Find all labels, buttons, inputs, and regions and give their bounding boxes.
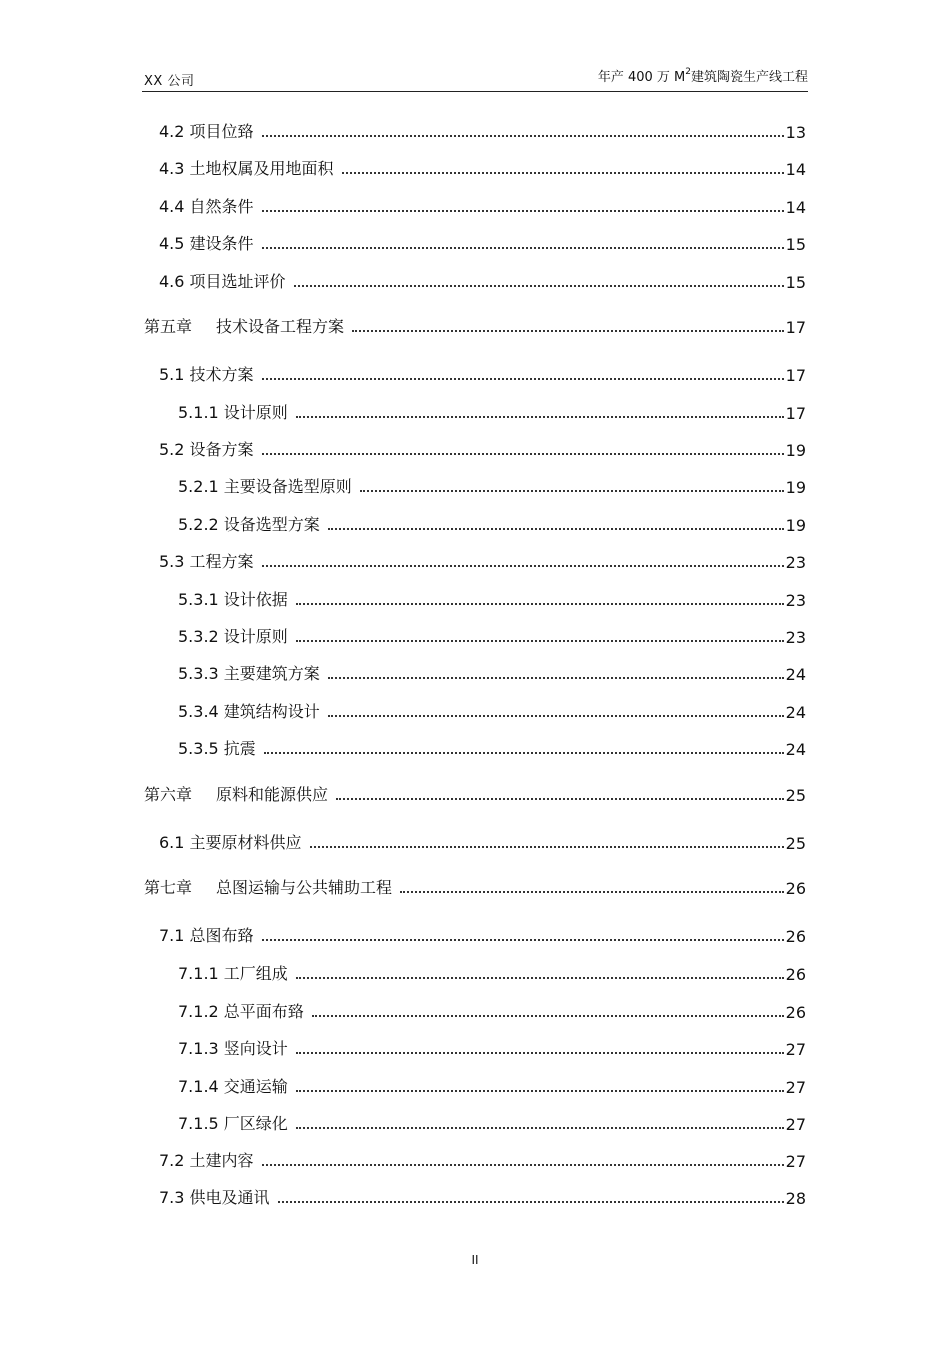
toc-page-number: 25 [785, 834, 806, 853]
toc-entry-title: 7.1.2 总平面布臵 [178, 1002, 304, 1021]
toc-entry-title: 5.3.4 建筑结构设计 [178, 702, 320, 721]
toc-page-number: 27 [785, 1115, 806, 1134]
toc-dot-leader [310, 846, 784, 848]
header-title-suffix: 建筑陶瓷生产线工程 [690, 70, 808, 85]
toc-dot-leader [296, 1127, 784, 1129]
toc-entry[interactable] [178, 473, 806, 497]
header-title-superscript: 2 [685, 66, 691, 77]
toc-entry[interactable] [159, 230, 806, 254]
toc-dot-leader [336, 798, 784, 800]
toc-dot-leader [278, 1201, 784, 1203]
toc-entry[interactable] [159, 118, 806, 142]
toc-entry[interactable] [159, 361, 806, 385]
toc-entry[interactable] [159, 155, 806, 179]
toc-page-number: 15 [785, 235, 806, 254]
toc-entry-title: 7.2 土建内容 [159, 1151, 254, 1170]
header-company: XX 公司 [144, 74, 195, 89]
toc-entry[interactable] [178, 1035, 806, 1059]
toc-dot-leader [262, 135, 784, 137]
toc-dot-leader [328, 677, 784, 679]
toc-entry-title: 5.2.1 主要设备选型原则 [178, 477, 352, 496]
toc-entry-title: 7.1.1 工厂组成 [178, 964, 288, 983]
toc-dot-leader [296, 1090, 784, 1092]
toc-page-number: 24 [785, 740, 806, 759]
toc-dot-leader [312, 1015, 784, 1017]
toc-entry-title: 7.1.4 交通运输 [178, 1077, 288, 1096]
toc-entry[interactable] [178, 698, 806, 722]
toc-page-number: 17 [785, 318, 806, 337]
toc-entry-title: 7.3 供电及通讯 [159, 1188, 270, 1207]
toc-dot-leader [262, 1164, 784, 1166]
toc-entry[interactable] [178, 399, 806, 423]
toc-entry-title: 5.1 技术方案 [159, 365, 254, 384]
toc-entry[interactable] [159, 1184, 806, 1208]
toc-chapter-number: 第七章 [144, 878, 193, 897]
toc-entry[interactable] [178, 1073, 806, 1097]
toc-entry-title: 7.1.5 厂区绿化 [178, 1114, 288, 1133]
toc-entry-title: 5.3.3 主要建筑方案 [178, 664, 320, 683]
toc-entry-title: 5.3.1 设计依据 [178, 590, 288, 609]
toc-entry[interactable] [178, 960, 806, 984]
toc-chapter-entry[interactable] [144, 781, 806, 805]
toc-page-number: 13 [785, 123, 806, 142]
toc-entry[interactable] [159, 548, 806, 572]
toc-page-number: 14 [785, 198, 806, 217]
toc-entry[interactable] [159, 193, 806, 217]
toc-entry-title: 7.1.3 竖向设计 [178, 1039, 288, 1058]
toc-page-number: 26 [785, 1003, 806, 1022]
toc-page-number: 26 [785, 965, 806, 984]
toc-page-number: 28 [785, 1189, 806, 1208]
toc-entry-title: 5.2 设备方案 [159, 440, 254, 459]
toc-dot-leader [352, 330, 784, 332]
toc-dot-leader [296, 416, 784, 418]
toc-entry-title: 4.6 项目选址评价 [159, 272, 286, 291]
toc-page-number: 19 [785, 478, 806, 497]
toc-entry[interactable] [159, 436, 806, 460]
toc-entry-title: 5.3.5 抗震 [178, 739, 256, 758]
toc-dot-leader [400, 891, 784, 893]
toc-entry-title: 6.1 主要原材料供应 [159, 833, 302, 852]
toc-chapter-name: 原料和能源供应 [216, 785, 329, 804]
toc-chapter-title [144, 875, 400, 898]
header-rule [142, 91, 808, 92]
toc-page-number: 23 [785, 553, 806, 572]
toc-chapter-name: 技术设备工程方案 [216, 317, 345, 336]
toc-chapter-entry[interactable] [144, 313, 806, 337]
toc-dot-leader [342, 172, 784, 174]
toc-page-number: 24 [785, 665, 806, 684]
toc-entry-title: 4.5 建设条件 [159, 234, 254, 253]
toc-dot-leader [262, 939, 784, 941]
toc-dot-leader [262, 453, 784, 455]
toc-entry-title: 7.1 总图布臵 [159, 926, 254, 945]
toc-page-number: 14 [785, 160, 806, 179]
header-title-prefix: 年产 400 万 M [597, 70, 686, 85]
toc-page-number: 27 [785, 1078, 806, 1097]
toc-page-number: 23 [785, 591, 806, 610]
toc-dot-leader [296, 1052, 784, 1054]
toc-entry[interactable] [178, 1110, 806, 1134]
toc-entry[interactable] [159, 1147, 806, 1171]
toc-dot-leader [262, 210, 784, 212]
toc-entry[interactable] [178, 998, 806, 1022]
toc-entry-title: 4.4 自然条件 [159, 197, 254, 216]
toc-entry[interactable] [178, 511, 806, 535]
toc-chapter-entry[interactable] [144, 874, 806, 898]
toc-dot-leader [328, 528, 784, 530]
toc-dot-leader [262, 378, 784, 380]
toc-dot-leader [360, 490, 784, 492]
toc-page-number: 24 [785, 703, 806, 722]
toc-entry-title: 5.1.1 设计原则 [178, 403, 288, 422]
toc-entry[interactable] [178, 660, 806, 684]
toc-dot-leader [296, 640, 784, 642]
toc-page-number: 26 [785, 879, 806, 898]
toc-entry[interactable] [159, 829, 806, 853]
header-project-title [598, 66, 808, 85]
toc-dot-leader [294, 285, 784, 287]
toc-entry-title: 5.3.2 设计原则 [178, 627, 288, 646]
toc-chapter-title [144, 314, 352, 337]
toc-page-number: 15 [785, 273, 806, 292]
toc-entry-title: 4.3 土地权属及用地面积 [159, 159, 334, 178]
toc-chapter-number: 第六章 [144, 785, 193, 804]
toc-entry[interactable] [178, 586, 806, 610]
toc-entry[interactable] [159, 268, 806, 292]
toc-page-number: 23 [785, 628, 806, 647]
toc-dot-leader [264, 752, 784, 754]
toc-chapter-number: 第五章 [144, 317, 193, 336]
toc-entry-title: 5.2.2 设备选型方案 [178, 515, 320, 534]
toc-entry-title: 5.3 工程方案 [159, 552, 254, 571]
toc-entry[interactable] [178, 735, 806, 759]
toc-dot-leader [296, 977, 784, 979]
toc-page-number: 17 [785, 404, 806, 423]
toc-entry-title: 4.2 项目位臵 [159, 122, 254, 141]
toc-page-number: 27 [785, 1040, 806, 1059]
toc-chapter-name: 总图运输与公共辅助工程 [216, 878, 393, 897]
toc-page-number: 27 [785, 1152, 806, 1171]
toc-dot-leader [262, 247, 784, 249]
toc-entry[interactable] [159, 922, 806, 946]
toc-chapter-title [144, 782, 336, 805]
toc-dot-leader [328, 715, 784, 717]
page-number: II [471, 1253, 479, 1267]
toc-dot-leader [296, 603, 784, 605]
toc-page-number: 25 [785, 786, 806, 805]
toc-page-number: 19 [785, 441, 806, 460]
toc-page-number: 17 [785, 366, 806, 385]
toc-dot-leader [262, 565, 784, 567]
toc-entry[interactable] [178, 623, 806, 647]
toc-page-number: 26 [785, 927, 806, 946]
toc-page-number: 19 [785, 516, 806, 535]
